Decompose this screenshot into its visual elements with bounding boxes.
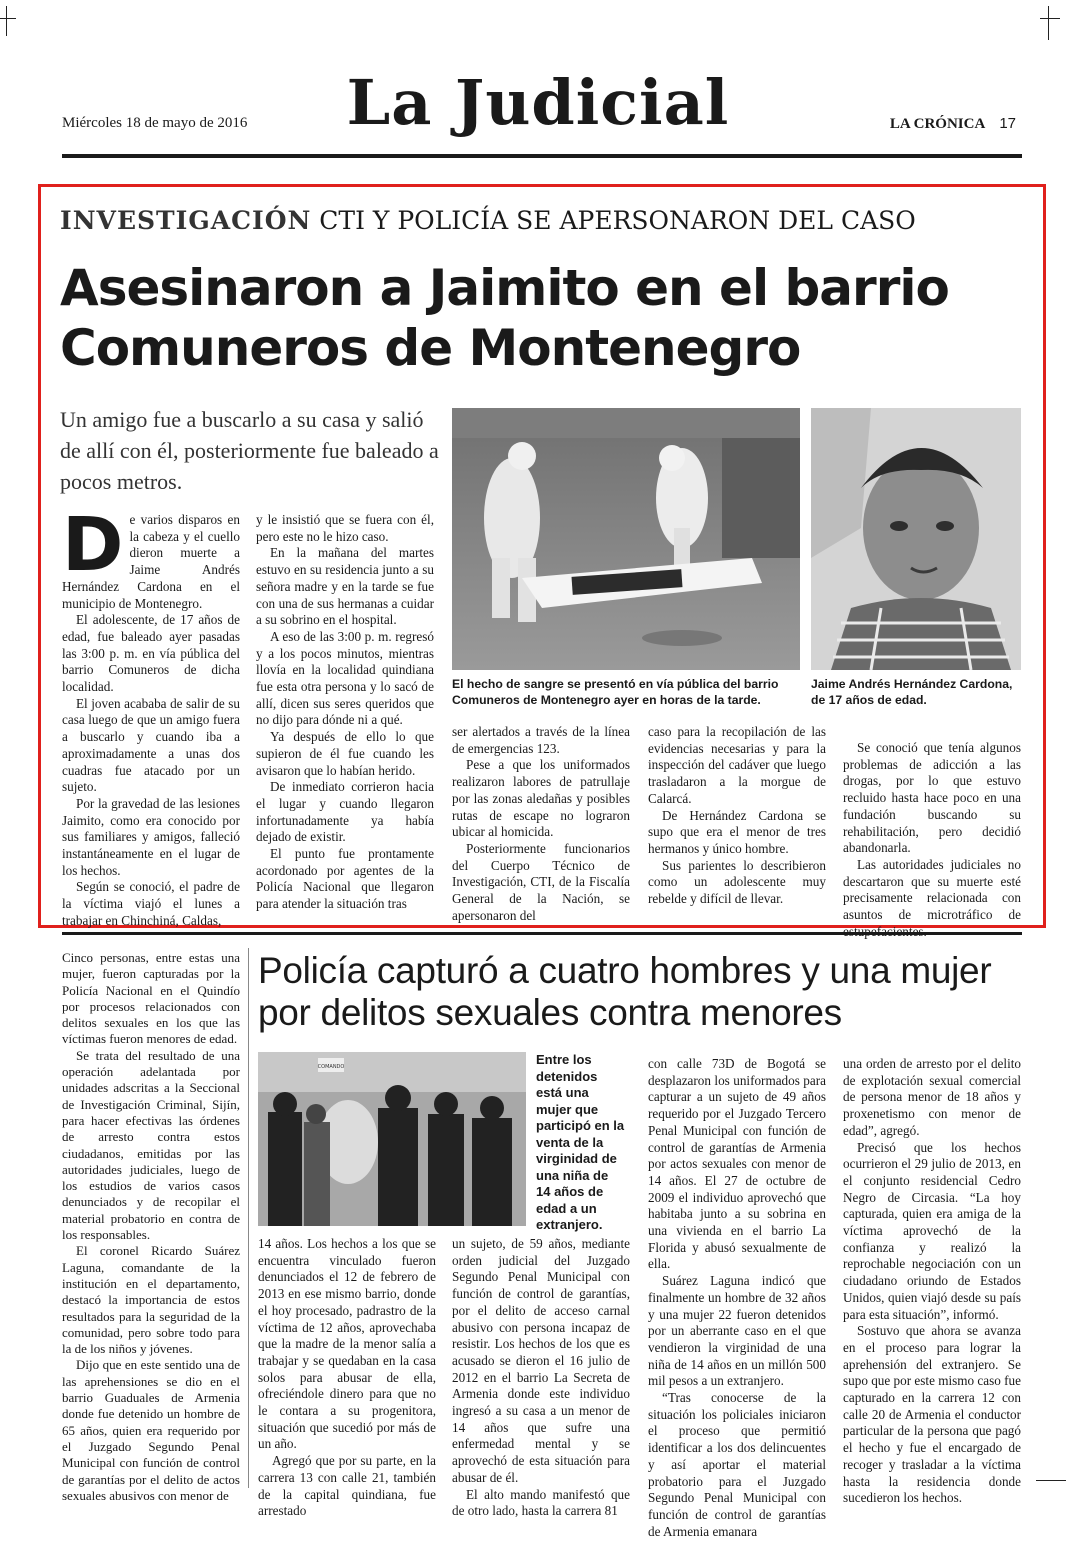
portrait-illustration xyxy=(811,408,1021,670)
story2-photo-caption: Entre los detenidos está una mujer que participó en la venta de la virginidad de una niña de 14 años de edad a un extranjero. xyxy=(536,1052,625,1232)
story2-column-3: un sujeto, de 59 años, mediante orden judicial del Juzgado Segundo Penal Municipal con función de control de garantías, por el delito de acceso carnal abusivo con persona incapaz de resistir. Los hechos de los que es acusado se dieron el 16 julio de 2012 en el barrio La Secreta de Armenia donde este individuo ingresó a su casa a un menor de 14 años que sufre una enfermedad mental y se aprovechó de esta situación para abusar de él. El alto mando manifestó que de otro lado, hasta la carrera 81 xyxy=(452,1236,630,1519)
article-column-3: ser alertados a través de la línea de emergencias 123. Pese a que los uniformados realizaron labores de patrullaje por las zonas aledañas y posibles rutas de escape no lograron ubicar al homicida. Posteriormente funcionarios del Cuerpo Técnico de Investigación, CTI, de la Fiscalía General de la Nación, se apersonaron del xyxy=(452,724,630,923)
story2-column-1: Cinco personas, entre estas una mujer, fueron capturadas por la Policía Nacional en el Quindío por procesos relacionados con delitos sexuales en los que las víctimas fueron menores de edad. Se trata del resultado de una operación adelantada por unidades adscritas a la Seccional de Investigación Criminal, Sijín, para hacer efectivas las órdenes de arresto contra estos ciudadanos, emitidas por las autoridades judiciales, luego de los estudios de varios casos denunciados y de recopilar el material probatorio en contra de los responsables. El coronel Ricardo Suárez Laguna, comandante de la institución en el departamento, destacó la importancia de estos resultados para la seguridad de la comunidad, pero sobre todo para la de los niños y jóvenes. Dijo que en este sentido una de las aprehensiones se dio en el barrio Guaduales de Armenia donde fue detenido un hombre de 65 años, quien era requerido por el Juzgado Segundo Penal Municipal con función de control de garantías por el delito de actos sexuales abusivos con menor de xyxy=(62,950,240,1503)
victim-portrait-photo xyxy=(811,408,1021,670)
deck: Un amigo fue a buscarlo a su casa y salió de allí con él, posteriormente fue baleado a pocos metros. xyxy=(60,407,439,494)
story2-column-5: una orden de arresto por el delito de explotación sexual comercial de persona menor de 18 años y proxenetismo con menor de edad”, agregó. Precisó que los hechos ocurrieron el 29 julio de 2013, en el conjunto residencial Cedro Negro de Circasia. “La hoy capturada, quien era amiga de la víctima aprovechó de la confianza y realizó la reprochable negociación con un ciudadano oriundo de Estados Unidos, quien viajó desde su país para esta situación”, informó. Sostuvo que ahora se avanza en el proceso para lograr la aprehensión del extranjero. Se supo que por este mismo caso fue capturado en la carrera 12 con calle 20 de Armenia el conductor particular de la persona que pagó el hecho y fue el encargado de recoger y trasladar a la víctima hasta la residencia donde sucedieron los hechos. xyxy=(843,1056,1021,1506)
section-rule xyxy=(62,932,1022,935)
section-title: La Judicial xyxy=(346,66,730,139)
story2-column-2: 14 años. Los hechos a los que se encuentra vinculado fueron denunciados el 12 de febrero de 2013 en ese mismo barrio, donde el hoy procesado, padrastro de la víctima de 12 años, aprovechaba que la madre de la menor salía a trabajar y se quedaban en la casa solos para abusar de ella, ofreciéndole dinero para que no le contara a su progenitora, situación que sucedió por más de un año. Agregó que por su parte, en la carrera 13 con calle 21, también de la capital quindiana, fue arrestado xyxy=(258,1236,436,1519)
crop-mark xyxy=(1036,1480,1066,1481)
story2-column-4: con calle 73D de Bogotá se desplazaron los uniformados para capturar a un sujeto de 49 años requerido por el Juzgado Tercero Penal Municipal con función de control de garantías de Armenia por actos sexuales con menor de 14 años. El 27 de octubre de 2009 el individuo aprovechó que habitaba junto a su sobrina en una vivienda en el barrio La Florida y abusó sexualmente de ella. Suárez Laguna indicó que finalmente un hombre de 32 años y una mujer 22 fueron detenidos por un aberrante caso en el que vendieron la virginidad de una niña de 14 años en un millón 500 mil pesos a un extranjero. “Tras conocerse de la situación los policiales iniciaron el proceso que permitió identificar a los dos delincuentes y así aportar el material probatorio para el Juzgado Segundo Penal Municipal con función de control de garantías de Armenia emanara xyxy=(648,1056,826,1539)
issue-date: Miércoles 18 de mayo de 2016 xyxy=(62,115,248,131)
headline: Asesinaron a Jaimito en el barrio Comuneros de Montenegro xyxy=(60,259,949,377)
detainees-illustration xyxy=(258,1052,526,1226)
masthead-right xyxy=(890,115,1016,133)
header-rule xyxy=(62,154,1022,158)
page-number: 17 xyxy=(999,115,1016,132)
drop-cap: D xyxy=(62,502,124,588)
wall-sign: COMANDO xyxy=(317,1064,345,1070)
crop-mark xyxy=(6,6,7,36)
crime-scene-illustration xyxy=(452,408,800,670)
headline-2: Policía capturó a cuatro hombres y una mujer por delitos sexuales contra menores xyxy=(258,950,992,1033)
detainees-photo xyxy=(258,1052,526,1226)
column-divider xyxy=(248,948,249,1488)
kicker xyxy=(60,206,916,235)
article-column-5: Se conoció que tenía algunos problemas de adicción a las drogas, por lo que estuvo recluido hasta hace poco en una fundación buscando su rehabilitación, pero decidió abandonarla. Las autoridades judiciales no descartaron que su muerte esté precisamente relacionada con asuntos de microtráfico de xyxy=(843,740,1021,923)
kicker-text: CTI Y POLICÍA SE APERSONARON DEL CASO xyxy=(319,206,916,235)
article-column-1: De varios disparos en la cabeza y el cuello dieron muerte a Jaime Andrés Hernández Cardona en el municipio de Montenegro. El adolescente, de 17 años de edad, fue baleado ayer pasadas las 3:00 p. m. en vía pública del barrio Comuneros de dicha localidad. El joven acababa de salir de su casa luego de que un amigo fuera a buscarlo y cuando iba a aproximadamente a unas dos cuadras fue atacado por un sujeto. Por la gravedad de las lesiones Jaimito, como era conocido por sus familiares y amigos, falleció instantáneamente en el lugar de los hechos. Según se conoció, el padre de la víctima viajó el lunes a trabajar en Chinchiná, Caldas, xyxy=(62,502,240,928)
crop-mark xyxy=(1048,6,1049,40)
article-column-4: caso para la recopilación de las evidencias necesarias y para la inspección del cadáver que luego trasladaron a la morgue de Calarcá. De Hernández Cardona se supo que era el menor de tres hermanos y único hombre. Sus parientes lo describieron como un adolescente muy rebelde y difícil de llevar. xyxy=(648,724,826,907)
article-column-2: y le insistió que se fuera con él, pero este no le hizo caso. En la mañana del martes estuvo en su residencia junto a su señora madre y en la tarde se fue con una de sus hermanas a cuidar a su sobrino en el hospital. A eso de las 3:00 p. m. regresó y a los pocos minutos, mientras llovía en la localidad quindiana fue esta otra persona y lo sacó de allí, dicen sus seres queridos que no dijo para dónde ni a qué. Ya después de ello lo que supieron de él fue cuando les avisaron que lo habían herido. De inmediato corrieron hacia el lugar y cuando llegaron infortunadamente ya había dejado de existir. El punto fue prontamente acordonado por agentes de la Policía Nacional que llegaron para atender la situación tras xyxy=(256,512,434,912)
crop-mark xyxy=(0,18,16,19)
portrait-caption: Jaime Andrés Hernández Cardona, de 17 años de edad. xyxy=(811,677,1013,707)
publication-name: LA CRÓNICA xyxy=(889,116,986,132)
photo-caption: El hecho de sangre se presentó en vía pública del barrio Comuneros de Montenegro ayer en horas de la tarde. xyxy=(452,677,779,707)
kicker-label: INVESTIGACIÓN xyxy=(60,206,312,235)
crop-mark xyxy=(1040,18,1060,19)
crime-scene-photo xyxy=(452,408,800,670)
